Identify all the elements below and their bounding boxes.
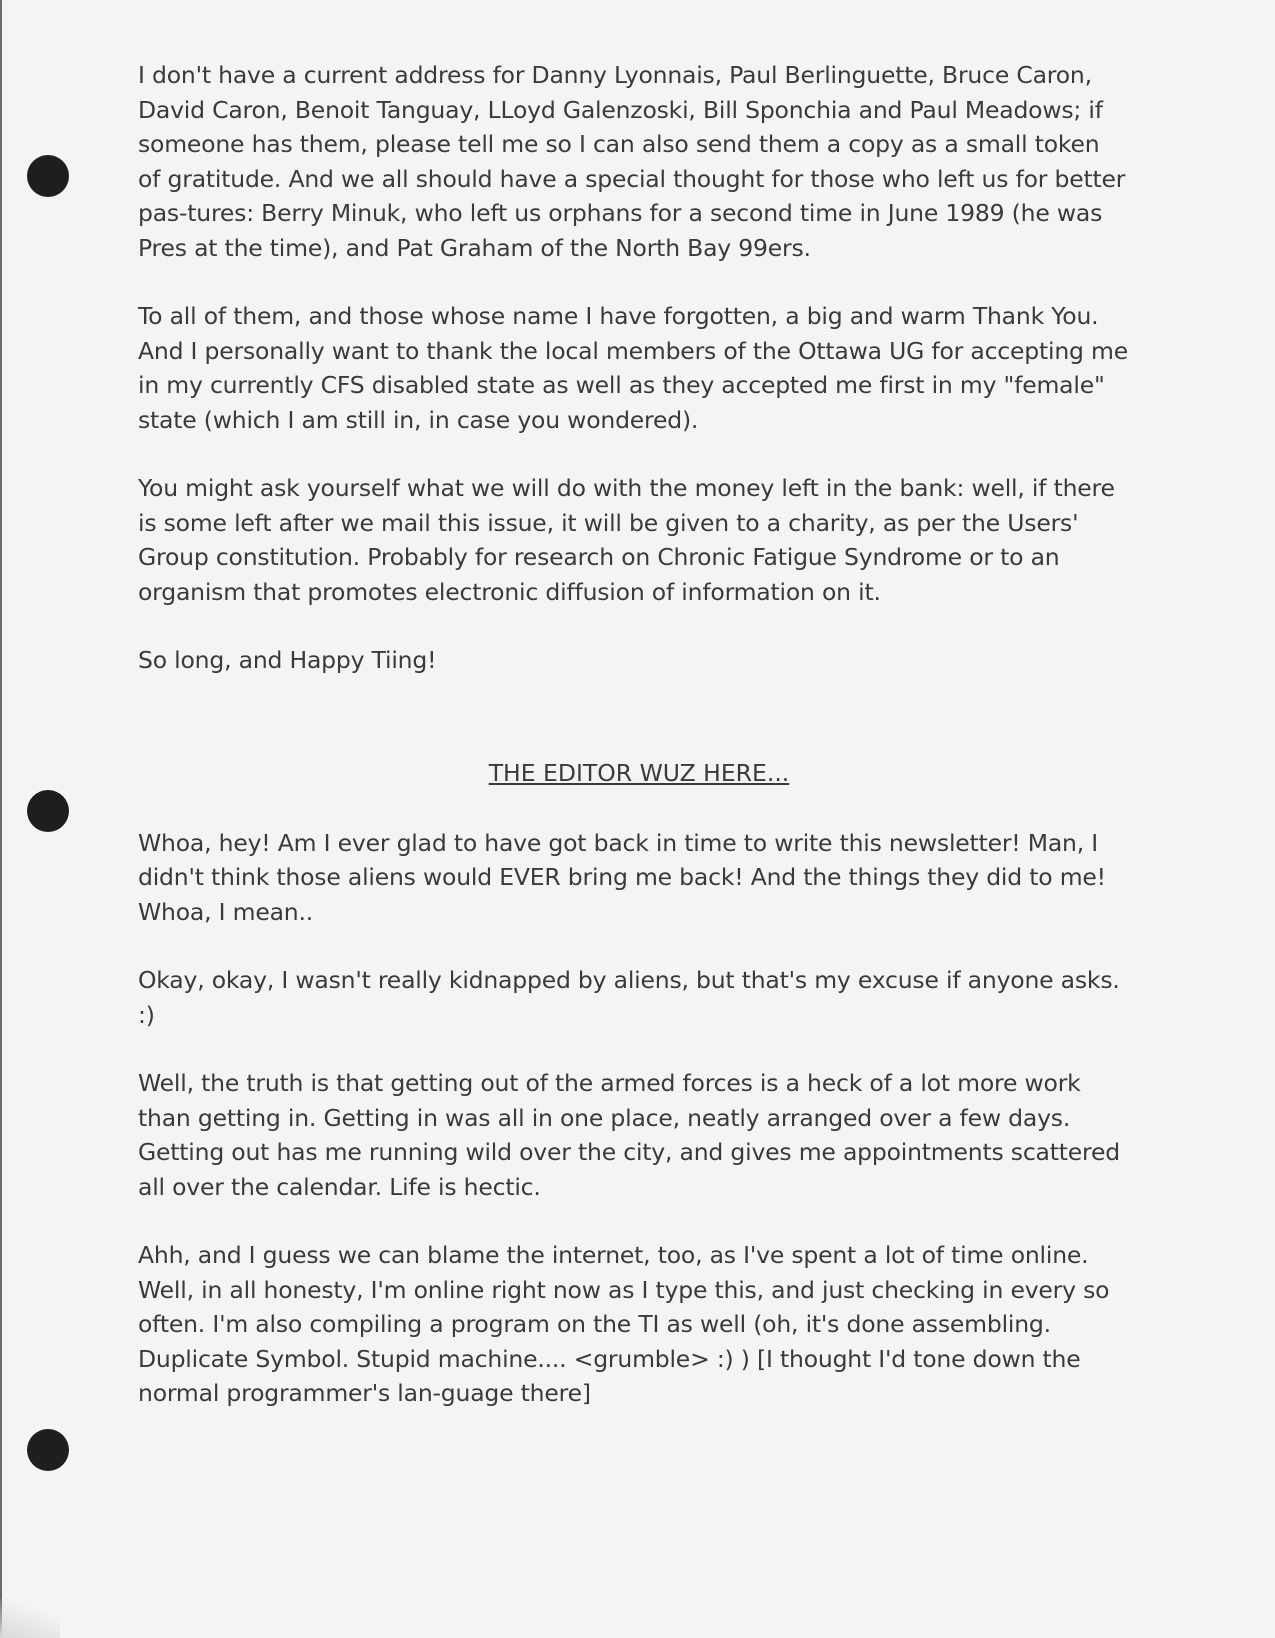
paragraph-farewell: So long, and Happy Tiing! [138, 646, 437, 674]
paragraph-armed-forces: Well, the truth is that getting out of the armed forces is a heck of a lot more work than getting in. Getting in was all in one place, neatly arranged over a few days. Getting out has me running wild over the city, and gives me appointments scattered all over the calendar. Life is hectic. [138, 1069, 1120, 1201]
paragraph-excuse: Okay, okay, I wasn't really kidnapped by aliens, but that's my excuse if anyone asks. :) [138, 966, 1120, 1029]
paragraph-addresses: I don't have a current address for Danny Lyonnais, Paul Berlinguette, Bruce Caron, David Caron, Benoit Tanguay, LLoyd Galenzoski, Bill Sponchia and Paul Meadows; if someone has them, please tell me so I can also send them a copy as a small token of gratitude. And we all should have a special thought for those who left us for better pas-tures: Berry Minuk, who left us orphans for a second time in June 1989 (he was Pres at the time), and Pat Graham of the North Bay 99ers. [138, 61, 1126, 262]
punch-hole-middle [27, 790, 69, 832]
document-body [138, 58, 1128, 1445]
punch-hole-bottom [27, 1429, 69, 1471]
paragraph-thank-you: To all of them, and those whose name I have forgotten, a big and warm Thank You. And I personally want to thank the local members of the Ottawa UG for accepting me in my currently CFS disabled state as well as they accepted me first in my "female" state (which I am still in, in case you wondered). [138, 302, 1128, 434]
paragraph-aliens: Whoa, hey! Am I ever glad to have got back in time to write this newsletter! Man, I didn't think those aliens would EVER bring me back! And the things they did to me! Whoa, I mean.. [138, 828, 1106, 926]
page-edge [0, 0, 2, 1638]
paragraph-internet: Ahh, and I guess we can blame the internet, too, as I've spent a lot of time online. Well, in all honesty, I'm online right now as I type this, and just checking in every so often. I'm also compiling a program on the TI as well (oh, it's done assembling. Duplicate Symbol. Stupid machine.... <grumble> :) ) [I thought I'd tone down the normal programmer's lan-guage there] [138, 1241, 1110, 1407]
page-corner-shadow [0, 1598, 60, 1638]
punch-hole-top [27, 155, 69, 197]
paragraph-bank-money: You might ask yourself what we will do with the money left in the bank: well, if there is some left after we mail this issue, it will be given to a charity, as per the Users' Group constitution. Probably for research on Chronic Fatigue Syndrome or to an organism that promotes electronic diffusion of information on it. [138, 474, 1115, 606]
section-heading-editor: THE EDITOR WUZ HERE... [488, 758, 790, 787]
